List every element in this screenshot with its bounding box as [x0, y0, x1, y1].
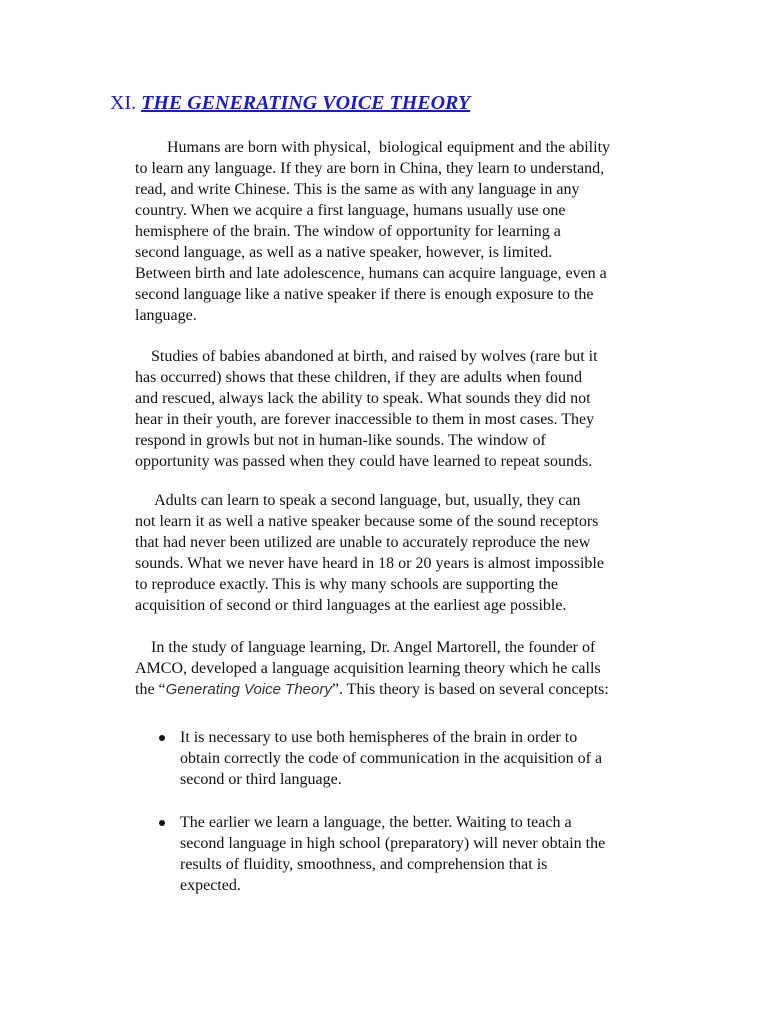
list-item-line: second or third language.	[180, 771, 342, 788]
list-item-line: results of fluidity, smoothness, and comprehension that is	[180, 856, 548, 873]
bullet-icon	[159, 820, 165, 826]
paragraph-3	[135, 490, 655, 616]
paragraph-line: acquisition of second or third languages at the earliest age possible.	[135, 597, 567, 614]
paragraph-line: has occurred) shows that these children, if they are adults when found	[135, 369, 582, 386]
paragraph-line: Humans are born with physical, biological equipment and the ability	[135, 139, 611, 156]
paragraph-line: Studies of babies abandoned at birth, and raised by wolves (rare but it	[135, 348, 598, 365]
paragraph-line: read, and write Chinese. This is the same as with any language in any	[135, 181, 580, 198]
paragraph-line: opportunity was passed when they could have learned to repeat sounds.	[135, 453, 593, 470]
theory-name-emphasis: Generating Voice Theory	[165, 681, 332, 698]
paragraph-line: respond in growls but not in human-like sounds. The window of	[135, 432, 546, 449]
list-item	[135, 727, 675, 790]
list-item-line: It is necessary to use both hemispheres of the brain in order to	[180, 729, 578, 746]
paragraph-line: that had never been utilized are unable to accurately reproduce the new	[135, 534, 591, 551]
paragraph-line: to learn any language. If they are born in China, they learn to understand,	[135, 160, 605, 177]
paragraph-line: and rescued, always lack the ability to speak. What sounds they did not	[135, 390, 591, 407]
paragraph-line: not learn it as well a native speaker because some of the sound receptors	[135, 513, 599, 530]
list-item-line: second language in high school (preparatory) will never obtain the	[180, 835, 606, 852]
paragraph-line: Adults can learn to speak a second language, but, usually, they can	[135, 492, 581, 509]
paragraph-line: Between birth and late adolescence, humans can acquire language, even a	[135, 265, 607, 282]
section-heading	[110, 92, 470, 115]
paragraph-line: hear in their youth, are forever inaccessible to them in most cases. They	[135, 411, 595, 428]
list-item	[135, 812, 675, 896]
paragraph-line: second language like a native speaker if there is enough exposure to the	[135, 286, 594, 303]
section-title: THE GENERATING VOICE THEORY	[141, 92, 471, 114]
list-item-line: obtain correctly the code of communication in the acquisition of a	[180, 750, 603, 767]
paragraph-line: country. When we acquire a first language, humans usually use one	[135, 202, 566, 219]
paragraph-2	[135, 346, 655, 472]
paragraph-line: sounds. What we never have heard in 18 or 20 years is almost impossible	[135, 555, 604, 572]
concepts-list	[135, 727, 675, 918]
list-item-line: expected.	[180, 877, 241, 894]
bullet-icon	[159, 735, 165, 741]
line-prefix: the “	[135, 681, 166, 698]
paragraph-line: In the study of language learning, Dr. Angel Martorell, the founder of	[135, 639, 596, 656]
paragraph-4	[135, 637, 655, 700]
list-item-line: The earlier we learn a language, the better. Waiting to teach a	[180, 814, 572, 831]
paragraph-line: second language, as well as a native speaker, however, is limited.	[135, 244, 553, 261]
paragraph-1	[135, 137, 655, 326]
section-number: XI.	[110, 92, 142, 114]
paragraph-line	[135, 679, 655, 700]
paragraph-line: language.	[135, 307, 197, 324]
line-suffix: ”. This theory is based on several concepts:	[331, 681, 609, 698]
paragraph-line: hemisphere of the brain. The window of opportunity for learning a	[135, 223, 561, 240]
paragraph-line: AMCO, developed a language acquisition learning theory which he calls	[135, 660, 601, 677]
paragraph-line: to reproduce exactly. This is why many schools are supporting the	[135, 576, 559, 593]
